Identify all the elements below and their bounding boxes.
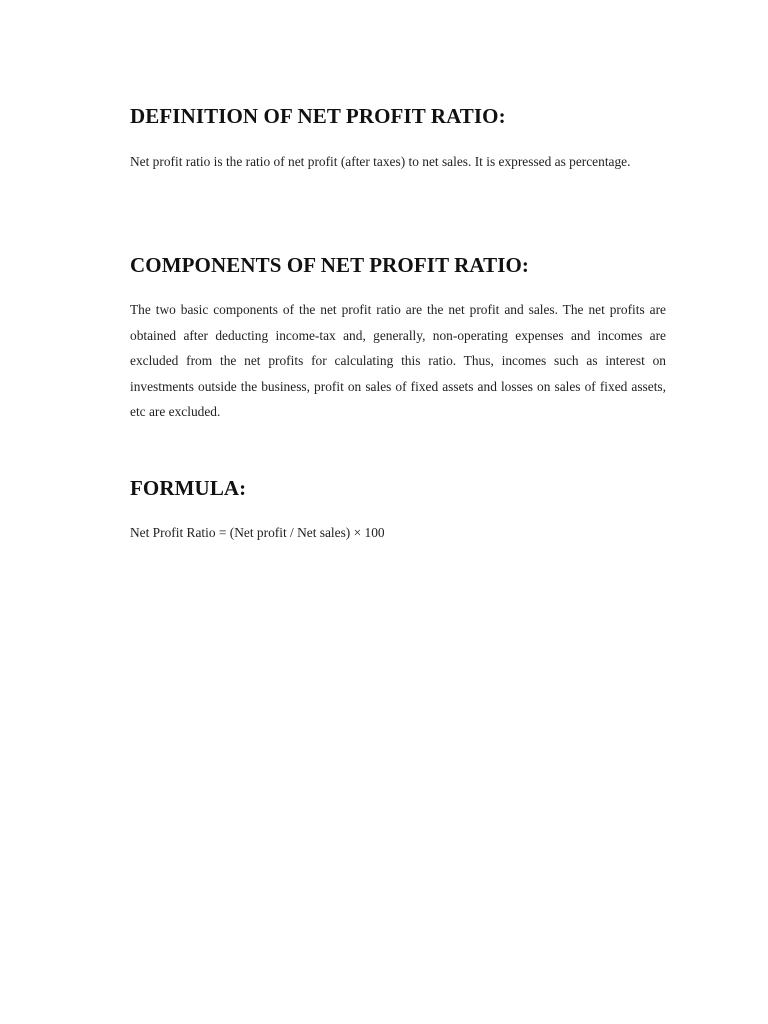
definition-paragraph: Net profit ratio is the ratio of net profit (after taxes) to net sales. It is expressed as percentage. xyxy=(130,154,631,169)
formula-text: Net Profit Ratio = (Net profit / Net sales) × 100 xyxy=(130,525,385,540)
components-paragraph: The two basic components of the net profit ratio are the net profit and sales. The net profits are obtained after deducting income-tax and, generally, non-operating expenses and incomes are excluded from the net profits for calculating this ratio. Thus, incomes such as interest on investments outside the business, profit on sales of fixed assets and losses on sales of fixed assets, etc are excluded. xyxy=(130,302,666,419)
definition-heading: DEFINITION OF NET PROFIT RATIO: xyxy=(130,104,506,128)
components-heading: COMPONENTS OF NET PROFIT RATIO: xyxy=(130,253,530,277)
formula-heading: FORMULA: xyxy=(130,476,247,500)
